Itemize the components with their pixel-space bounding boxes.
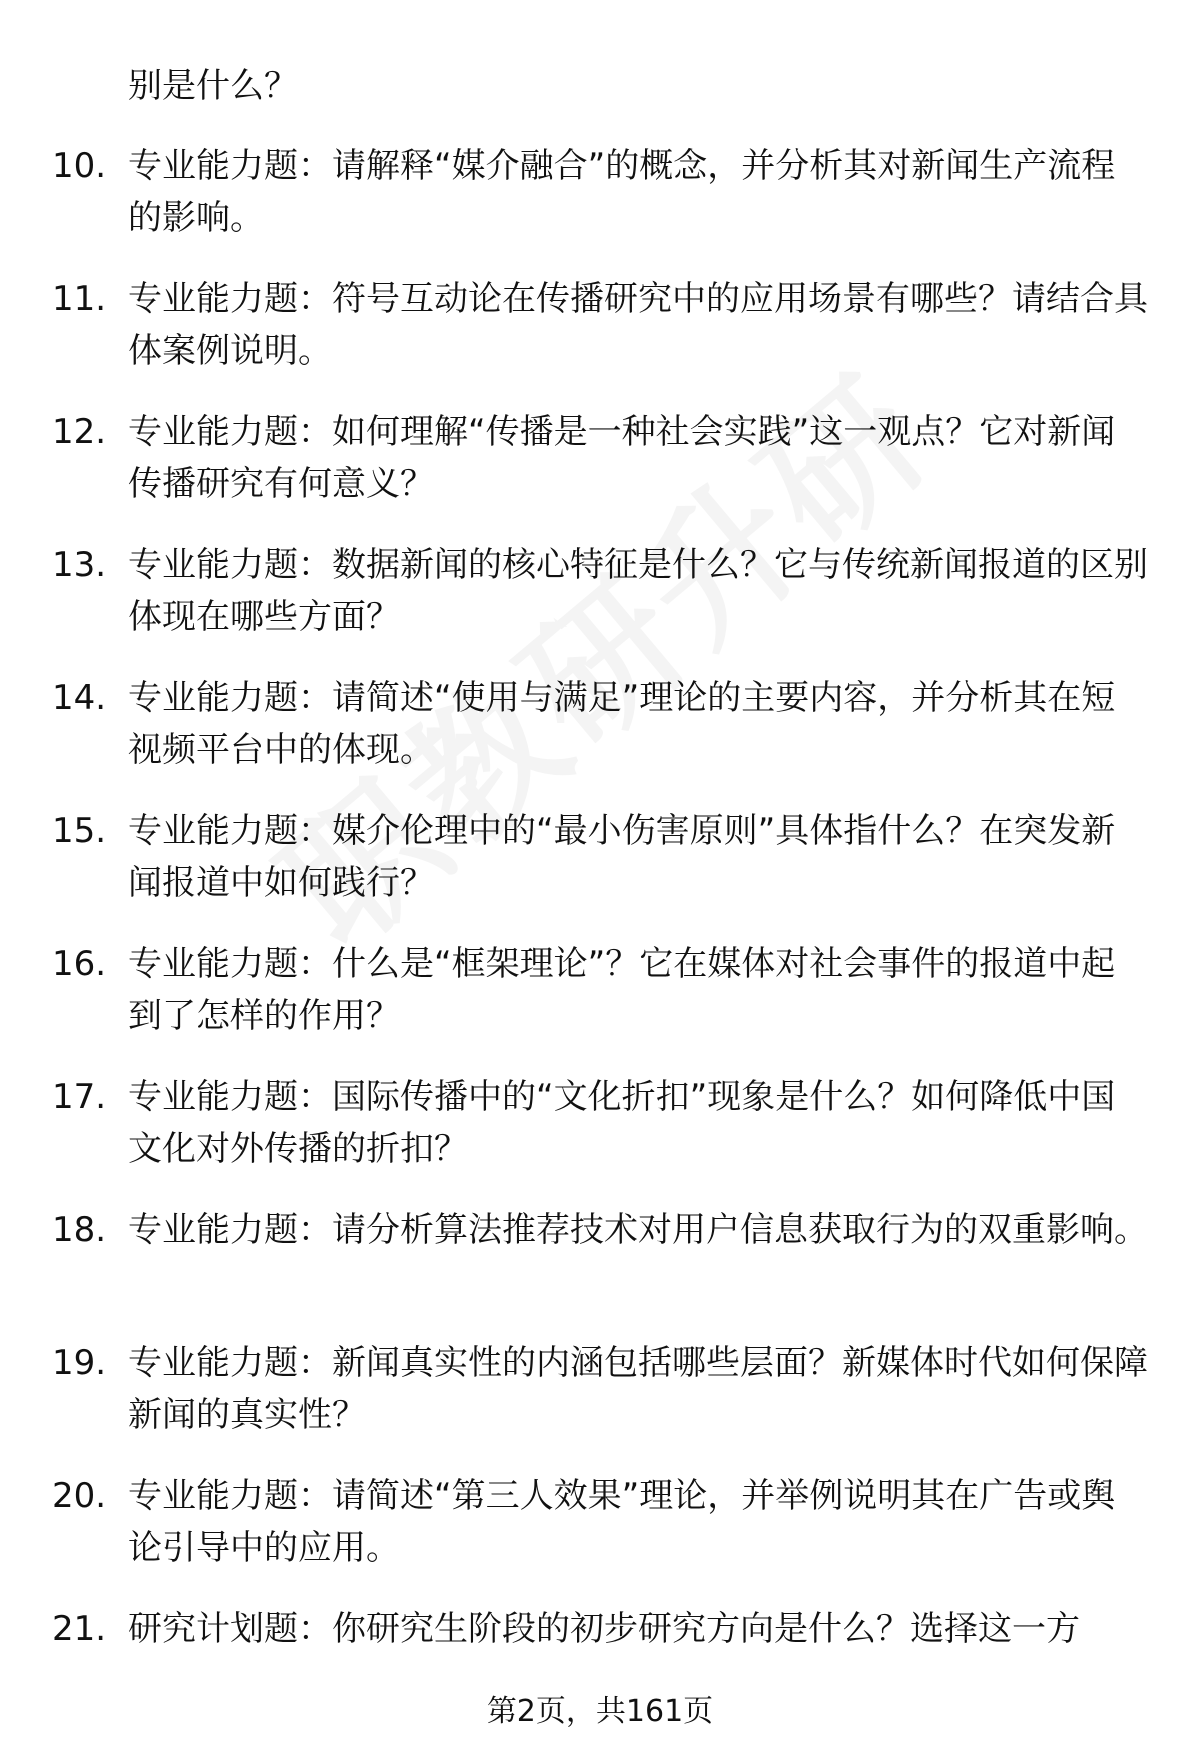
list-item bbox=[0, 1204, 1200, 1337]
list-item bbox=[0, 140, 1200, 273]
item-number: 10. bbox=[52, 146, 107, 186]
list-item bbox=[0, 938, 1200, 1071]
item-text: 专业能力题：媒介伦理中的“最小伤害原则”具体指什么？在突发新闻报道中如何践行？ bbox=[128, 811, 1116, 903]
item-text: 专业能力题：请分析算法推荐技术对用户信息获取行为的双重影响。 bbox=[128, 1210, 1148, 1250]
list-item bbox=[0, 1470, 1200, 1603]
item-number: 19. bbox=[52, 1343, 107, 1383]
item-number: 16. bbox=[52, 944, 107, 984]
item-text: 专业能力题：新闻真实性的内涵包括哪些层面？新媒体时代如何保障新闻的真实性？ bbox=[128, 1343, 1148, 1435]
item-text: 专业能力题：请简述“使用与满足”理论的主要内容，并分析其在短视频平台中的体现。 bbox=[128, 678, 1116, 770]
item-number: 12. bbox=[52, 412, 107, 452]
page-footer: 第2页，共161页 bbox=[486, 1694, 714, 1729]
item-number: 20. bbox=[52, 1476, 107, 1516]
list-item bbox=[0, 406, 1200, 539]
list-item bbox=[0, 539, 1200, 672]
item-text: 专业能力题：符号互动论在传播研究中的应用场景有哪些？请结合具体案例说明。 bbox=[128, 279, 1148, 371]
continued-text: 别是什么？ bbox=[128, 66, 298, 106]
list-item bbox=[0, 805, 1200, 938]
question-list bbox=[0, 140, 1200, 1736]
item-number: 11. bbox=[52, 279, 107, 319]
list-item bbox=[0, 273, 1200, 406]
item-number: 21. bbox=[52, 1609, 107, 1649]
item-number: 18. bbox=[52, 1210, 107, 1250]
item-text: 专业能力题：请解释“媒介融合”的概念，并分析其对新闻生产流程的影响。 bbox=[128, 146, 1116, 238]
item-text: 专业能力题：什么是“框架理论”？它在媒体对社会事件的报道中起到了怎样的作用？ bbox=[128, 944, 1116, 1036]
list-item bbox=[0, 1071, 1200, 1204]
list-item bbox=[0, 672, 1200, 805]
item-number: 14. bbox=[52, 678, 107, 718]
item-text: 专业能力题：国际传播中的“文化折扣”现象是什么？如何降低中国文化对外传播的折扣？ bbox=[128, 1077, 1116, 1169]
item-number: 13. bbox=[52, 545, 107, 585]
item-text: 专业能力题：如何理解“传播是一种社会实践”这一观点？它对新闻传播研究有何意义？ bbox=[128, 412, 1116, 504]
item-text: 研究计划题：你研究生阶段的初步研究方向是什么？选择这一方 bbox=[128, 1609, 1080, 1649]
item-text: 专业能力题：请简述“第三人效果”理论，并举例说明其在广告或舆论引导中的应用。 bbox=[128, 1476, 1116, 1568]
item-number: 17. bbox=[52, 1077, 107, 1117]
item-number: 15. bbox=[52, 811, 107, 851]
item-text: 专业能力题：数据新闻的核心特征是什么？它与传统新闻报道的区别体现在哪些方面？ bbox=[128, 545, 1148, 637]
list-item bbox=[0, 1337, 1200, 1470]
